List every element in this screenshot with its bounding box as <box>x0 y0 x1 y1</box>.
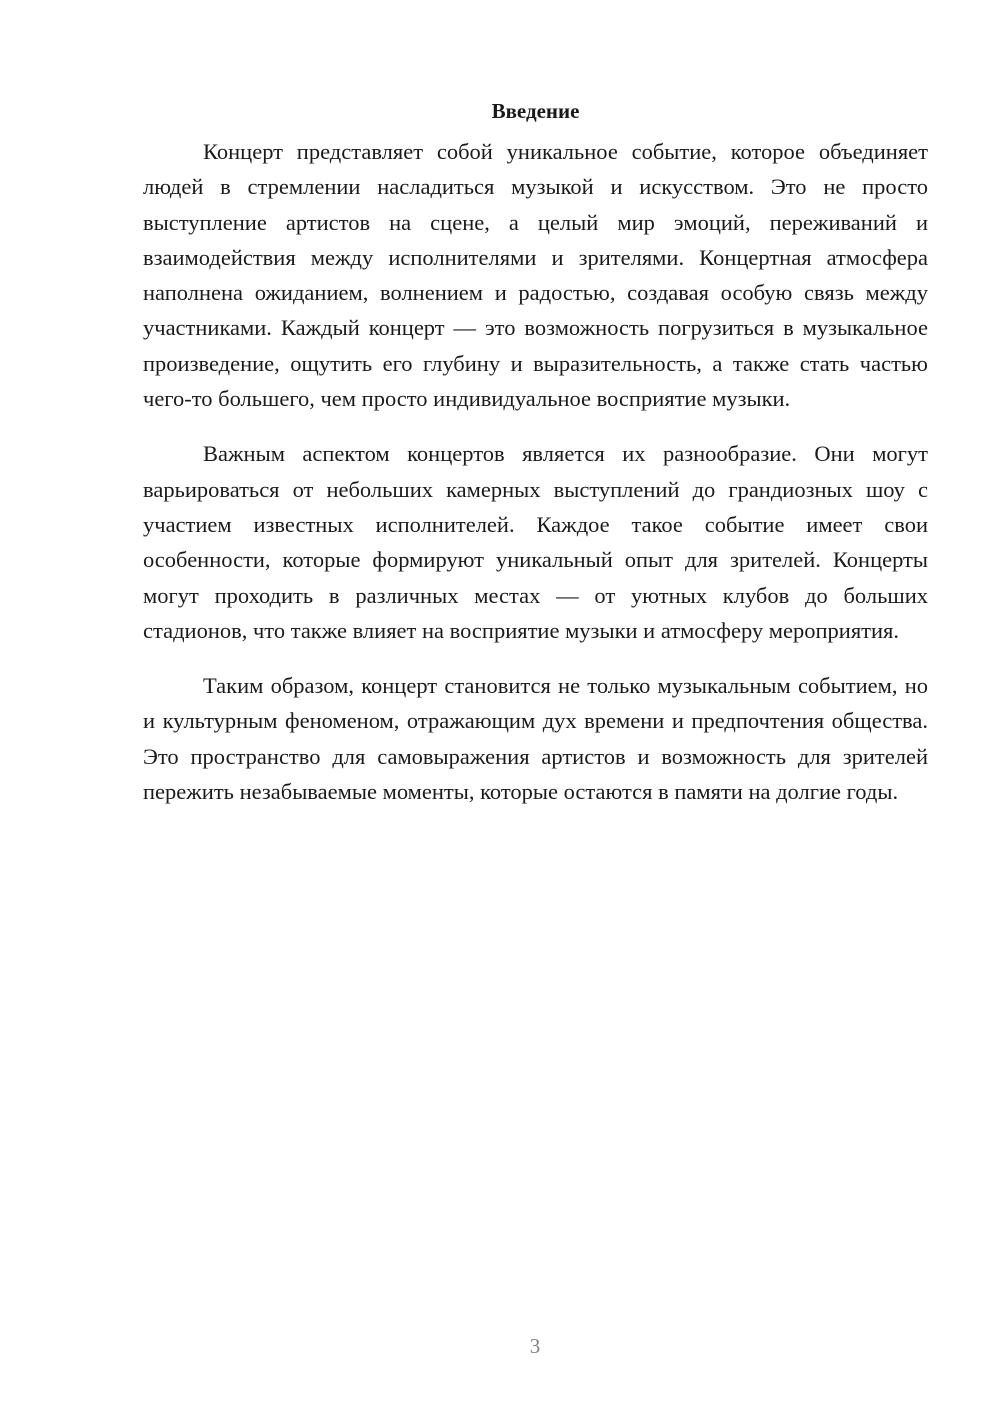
page-number: 3 <box>529 1334 541 1358</box>
paragraph-2: Важным аспектом концертов является их разнообразие. Они могут варьироваться от небольших камерных выступлений до грандиозных шоу с участием известных исполнителей. Каждое такое событие имеет свои особенности, которые формируют уникальный опыт для зрителей. Концерты могут проходить в различных местах — от уютных клубов до больших стадионов, что также влияет на восприятие музыки и атмосферу мероприятия. <box>143 441 928 643</box>
page-content <box>143 96 928 829</box>
section-heading: Введение <box>491 99 580 123</box>
paragraph-1: Концерт представляет собой уникальное событие, которое объединяет людей в стремлении насладиться музыкой и искусством. Это не просто выступление артистов на сцене, а целый мир эмоций, переживаний и взаимодействия между исполнителями и зрителями. Концертная атмосфера наполнена ожиданием, волнением и радостью, создавая особую связь между участниками. Каждый концерт — это возможность погрузиться в музыкальное произведение, ощутить его глубину и выразительность, а также стать частью чего-то большего, чем просто индивидуальное восприятие музыки. <box>143 139 928 412</box>
paragraph-3: Таким образом, концерт становится не только музыкальным событием, но и культурным феноменом, отражающим дух времени и предпочтения общества. Это пространство для самовыражения артистов и возможность для зрителей пережить незабываемые моменты, которые остаются в памяти на долгие годы. <box>143 673 928 805</box>
